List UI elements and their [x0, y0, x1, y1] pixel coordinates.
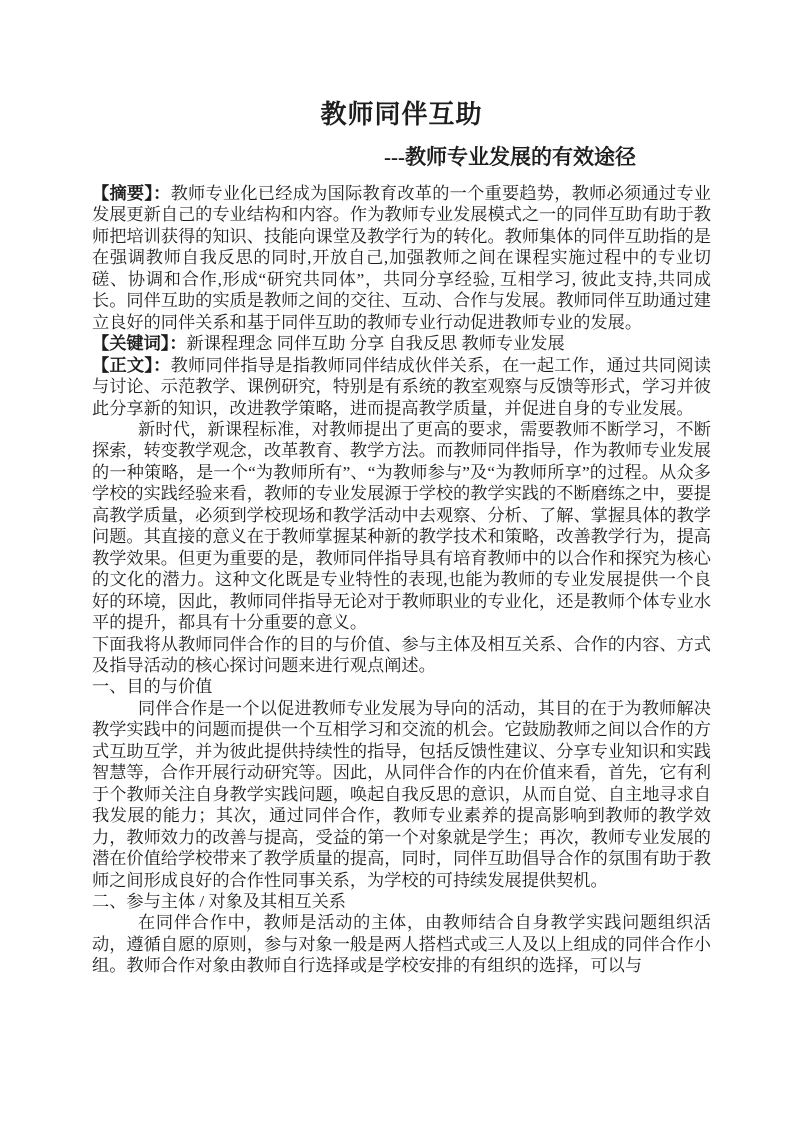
keywords-paragraph — [92, 333, 711, 354]
document-body — [92, 183, 711, 977]
main-text-intro-paragraph — [92, 355, 711, 419]
section-2-heading: 二、参与主体 / 对象及其相互关系 — [92, 891, 346, 911]
abstract-text: 教师专业化已经成为国际教育改革的一个重要趋势，教师必须通过专业发展更新自己的专业结构和内容。作为教师专业发展模式之一的同伴互助有助于教师把培训获得的知识、技能向课堂及教学行为的转化。教师集体的同伴互助指的是在强调教师自我反思的同时,开放自己,加强教师之间在课程实施过程中的专业切磋、协调和合作,形成“研究共同体”，共同分享经验, 互相学习, 彼此支持,共同成长。同伴互助的实质是教师之间的交往、互动、合作与发展。教师同伴互助通过建立良好的同伴关系和基于同伴互助的教师专业行动促进教师专业的发展。 — [92, 184, 711, 332]
section-1-heading: 一、目的与价值 — [92, 677, 213, 697]
main-text-paragraph-2: 新时代，新课程标准，对教师提出了更高的要求，需要教师不断学习，不断探索，转变教学观念，改革教育、教学方法。而教师同伴指导，作为教师专业发展的一种策略，是一个“为教师所有”、“为教师参与”及“为教师所享”的过程。从众多学校的实践经验来看，教师的专业发展源于学校的教学实践的不断磨练之中，要提高教学质量，必须到学校现场和教学活动中去观察、分析、了解、掌握具体的教学问题。其直接的意义在于教师掌握某种新的教学技术和策略，改善教学行为，提高教学效果。但更为重要的是，教师同伴指导具有培育教师中的以合作和探究为核心的文化的潜力。这种文化既是专业特性的表现,也能为教师的专业发展提供一个良好的环境，因此，教师同伴指导无论对于教师职业的专业化，还是教师个体专业水平的提升，都具有十分重要的意义。 — [92, 419, 711, 633]
main-text-label: 【正文】： — [92, 355, 171, 375]
abstract-label: 【摘要】： — [92, 184, 171, 203]
document-text-block — [92, 0, 711, 977]
section-2-text: 在同伴合作中，教师是活动的主体，由教师结合自身教学实践问题组织活动，遵循自愿的原则，参与对象一般是两人搭档式或三人及以上组成的同伴合作小组。教师合作对象由教师自行选择或是学校安排的有组织的选择，可以与 — [92, 913, 711, 976]
keywords-text: 新课程理念 同伴互助 分享 自我反思 教师专业发展 — [186, 334, 565, 354]
keywords-label: 【关键词】： — [92, 334, 187, 354]
abstract-paragraph — [92, 183, 711, 333]
main-text-paragraph-3: 下面我将从教师同伴合作的目的与价值、参与主体及相互关系、合作的内容、方式及指导活动的核心探讨问题来进行观点阐述。 — [92, 634, 711, 675]
document-title: 教师同伴互助 — [320, 100, 483, 129]
section-1-text: 同伴合作是一个以促进教师专业发展为导向的活动，其目的在于为教师解决教学实践中的问题而提供一个互相学习和交流的机会。它鼓励教师之间以合作的方式互助互学，并为彼此提供持续性的指导，包括反馈性建议、分享专业知识和实践智慧等，合作开展行动研究等。因此，从同伴合作的内在价值来看，首先，它有利于个教师关注自身教学实践问题，唤起自我反思的意识，从而自觉、自主地寻求自我发展的能力；其次，通过同伴合作，教师专业素养的提高影响到教师的教学效力，教师效力的改善与提高，受益的第一个对象就是学生；再次，教师专业发展的潜在价值给学校带来了教学质量的提高，同时，同伴互助倡导合作的氛围有助于教师之间形成良好的合作性同事关系，为学校的可持续发展提供契机。 — [92, 698, 711, 890]
main-text-intro: 教师同伴指导是指教师同伴结成伙伴关系，在一起工作，通过共同阅读与讨论、示范教学、课例研究，特别是有系统的教室观察与反馈等形式，学习并彼此分享新的知识，改进教学策略，进而提高教学质量，并促进自身的专业发展。 — [92, 355, 711, 418]
document-subtitle: ---教师专业发展的有效途径 — [384, 145, 636, 169]
